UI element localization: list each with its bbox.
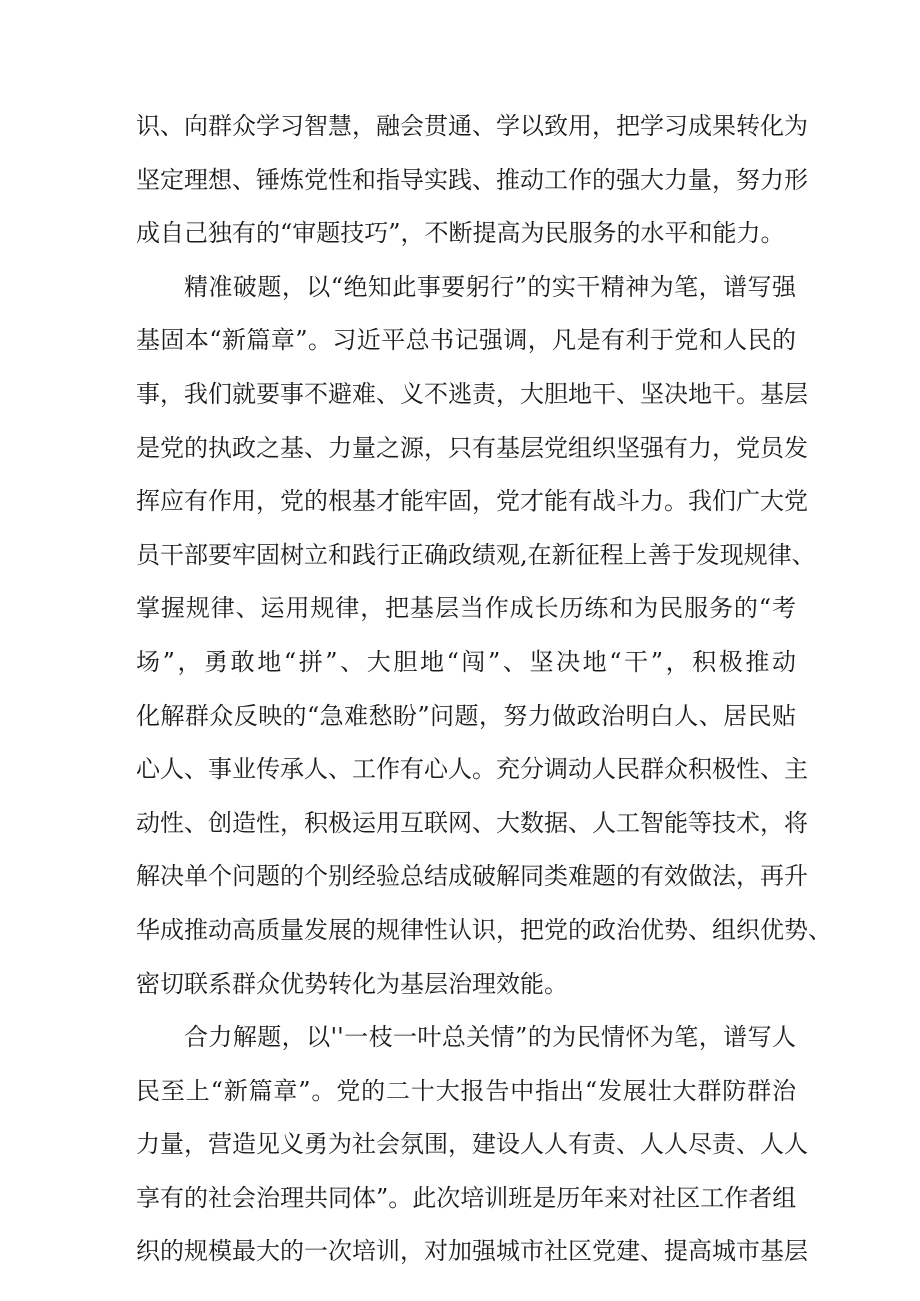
paragraph-3 <box>136 1011 808 1279</box>
text-line: 是党的执政之基、力量之源，只有基层党组织坚强有力，党员发 <box>136 433 808 462</box>
text-line: 事，我们就要事不避难、义不逃责，大胆地干、坚决地干。基层 <box>136 379 808 408</box>
body-text <box>136 100 832 1279</box>
text-line: 坚定理想、锤炼党性和指导实践、推动工作的强大力量，努力形 <box>136 165 808 194</box>
text-line: 化解群众反映的“急难愁盼”问题，努力做政治明白人、居民贴 <box>136 701 796 730</box>
text-line: 场”，勇敢地“拼”、大胆地“闯”、坚决地“干”，积极推动 <box>136 647 796 676</box>
text-line: 民至上“新篇章”。党的二十大报告中指出“发展壮大群防群治 <box>136 1076 796 1105</box>
text-line: 解决单个问题的个别经验总结成破解同类难题的有效做法，再升 <box>136 862 808 891</box>
text-line: 员干部要牢固树立和践行正确政绩观,在新征程上善于发现规律、 <box>136 540 816 569</box>
text-line: 识、向群众学习智慧，融会贯通、学以致用，把学习成果转化为 <box>136 112 808 140</box>
text-line: 掌握规律、运用规律，把基层当作成长历练和为民服务的“考 <box>136 594 796 623</box>
text-line: 精准破题，以“绝知此事要躬行”的实干精神为笔，谱写强 <box>184 272 796 301</box>
text-line: 动性、创造性，积极运用互联网、大数据、人工智能等技术，将 <box>136 808 808 837</box>
text-line: 挥应有作用，党的根基才能牢固，党才能有战斗力。我们广大党 <box>136 487 808 516</box>
text-line: 力量，营造见义勇为社会氛围，建设人人有责、人人尽责、人人 <box>136 1130 808 1159</box>
text-line: 基固本“新篇章”。习近平总书记强调，凡是有利于党和人民的 <box>136 326 796 355</box>
paragraph-1 <box>136 100 808 261</box>
text-line: 合力解题，以''一枝一叶总关情”的为民情怀为笔，谱写人 <box>184 1023 796 1052</box>
text-line: 享有的社会治理共同体”。此次培训班是历年来对社区工作者组 <box>136 1183 797 1212</box>
text-line: 心人、事业传承人、工作有心人。充分调动人民群众积极性、主 <box>136 755 808 784</box>
text-line: 成自己独有的“审题技巧”，不断提高为民服务的水平和能力。 <box>136 219 785 248</box>
text-line: 华成推动高质量发展的规律性认识，把党的政治优势、组织优势、 <box>136 915 832 944</box>
paragraph-2 <box>136 261 832 1011</box>
text-line: 密切联系群众优势转化为基层治理效能。 <box>136 969 568 998</box>
text-line: 织的规模最大的一次培训，对加强城市社区党建、提高城市基层 <box>136 1237 808 1266</box>
